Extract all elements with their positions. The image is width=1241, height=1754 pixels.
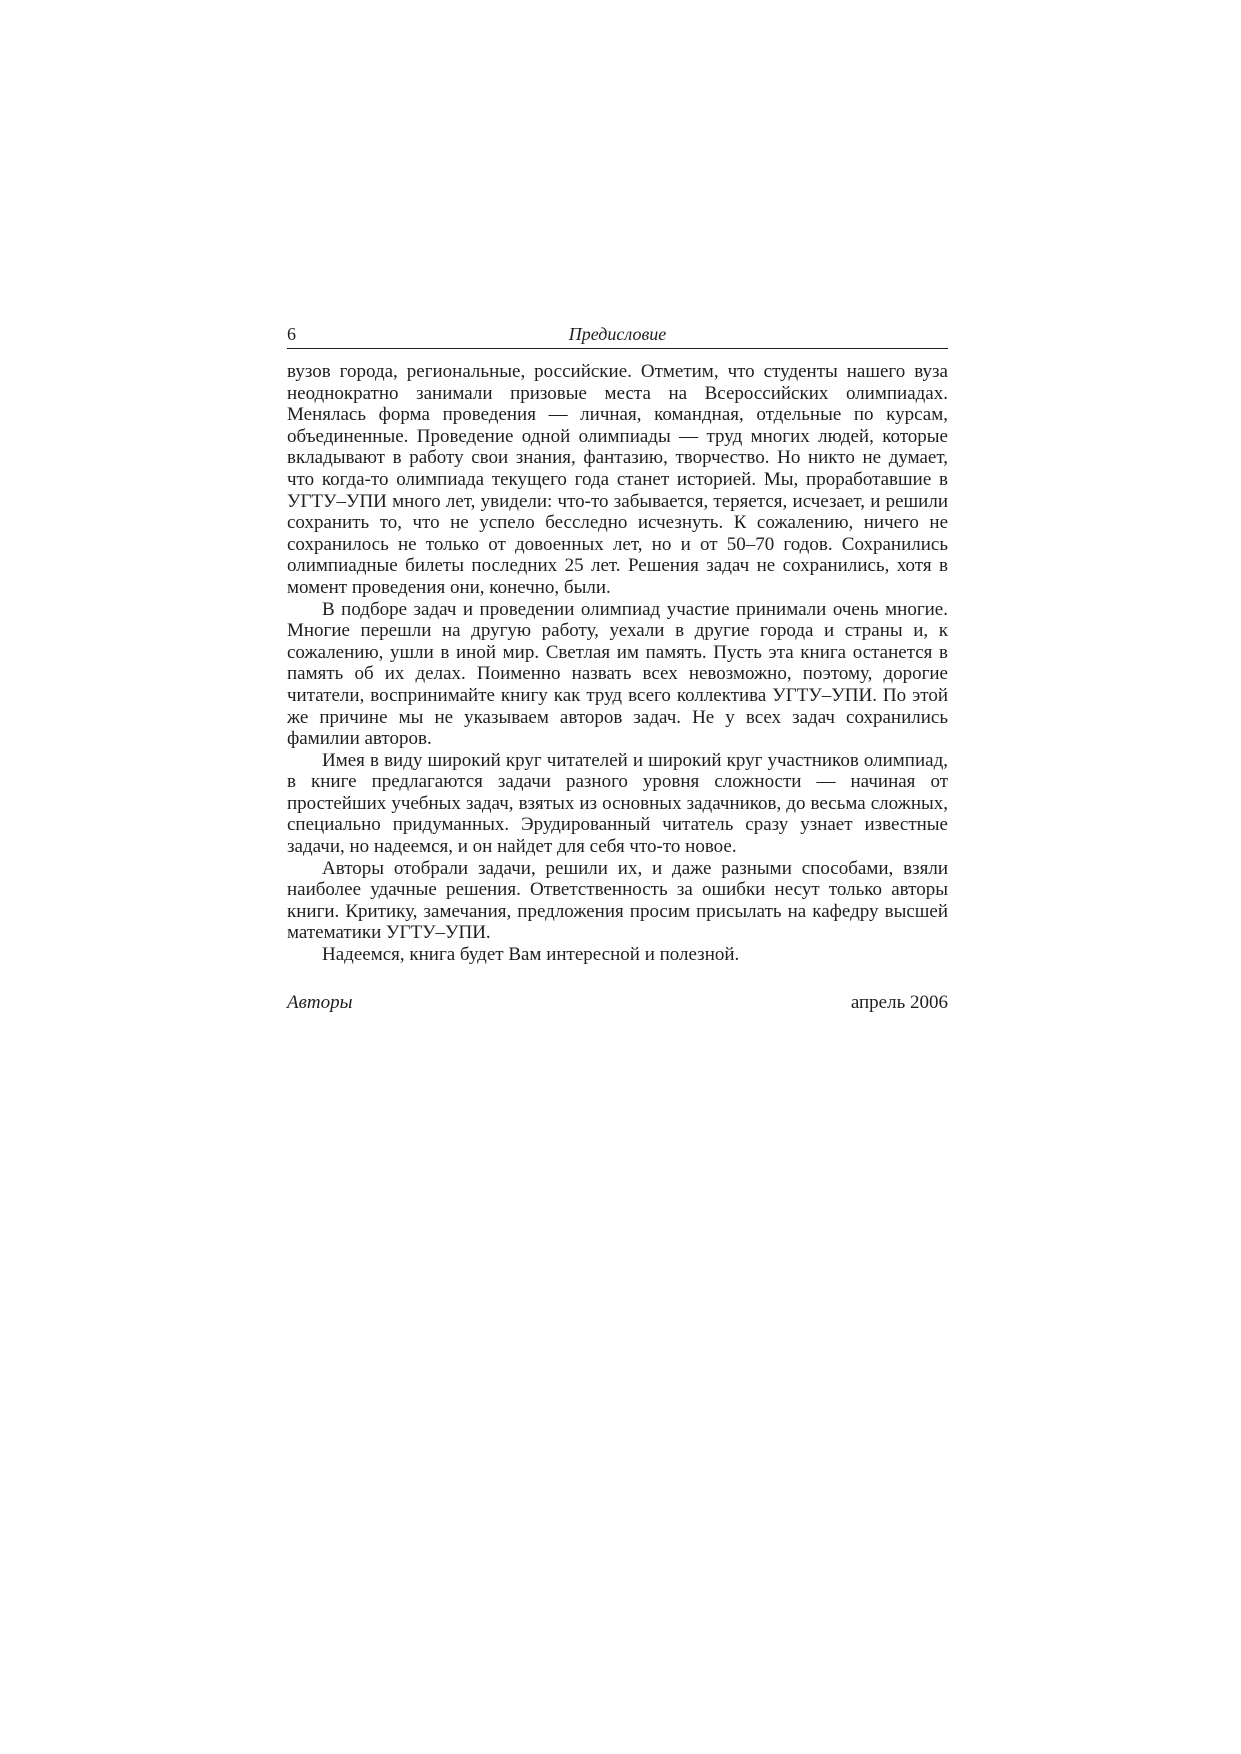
signature-author: Авторы xyxy=(287,991,353,1013)
preface-body xyxy=(287,361,948,966)
section-title: Предисловие xyxy=(568,324,667,344)
paragraph-audience: Имея в виду широкий круг читателей и широкий круг участников олимпиад, в книге предлагаются задачи разного уровня сложности — начиная от простейших учебных задач, взятых из основных задачников, до весьма сложных, специально придуманных. Эрудированный читатель сразу узнает известные задачи, но надеемся, и он найдет для себя что-то новое. xyxy=(287,749,948,858)
paragraph-closing-wish: Надеемся, книга будет Вам интересной и полезной. xyxy=(322,944,740,966)
paragraph-responsibility: Авторы отобрали задачи, решили их, и даже разными способами, взяли наиболее удачные решения. Ответственность за ошибки несут только авторы книги. Критику, замечания, предложения просим присылать на кафедру высшей математики УГТУ–УПИ. xyxy=(287,857,948,944)
paragraph-continuation: вузов города, региональные, российские. Отметим, что студенты нашего вуза неоднократно занимали призовые места на Всероссийских олимпиадах. Менялась форма проведения — личная, командная, отдельные по курсам, объединенные. Проведение одной олимпиады — труд многих людей, которые вкладывают в работу свои знания, фантазию, творчество. Но никто не думает, что когда-то олимпиада текущего года станет историей. Мы, проработавшие в УГТУ–УПИ много лет, увидели: что-то забывается, теряется, исчезает, и решили сохранить то, что не успело бесследно исчезнуть. К сожалению, ничего не сохранилось не только от довоенных лет, но и от 50–70 годов. Сохранились олимпиадные билеты последних 25 лет. Решения задач не сохранились, хотя в момент проведения они, конечно, были. xyxy=(287,361,948,598)
page-number: 6 xyxy=(287,324,296,344)
signature-row xyxy=(287,991,948,1015)
page-content xyxy=(287,322,948,1015)
running-header xyxy=(287,322,948,349)
paragraph-selection-of-problems: В подборе задач и проведении олимпиад участие принимали очень многие. Многие перешли на другую работу, уехали в другие города и страны и, к сожалению, ушли в иной мир. Светлая им память. Пусть эта книга останется в память об их делах. Поименно назвать всех невозможно, поэтому, дорогие читатели, воспринимайте книгу как труд всего коллектива УГТУ–УПИ. По этой же причине мы не указываем авторов задач. Не у всех задач сохранились фамилии авторов. xyxy=(287,598,948,750)
signature-date: апрель 2006 xyxy=(850,991,948,1013)
